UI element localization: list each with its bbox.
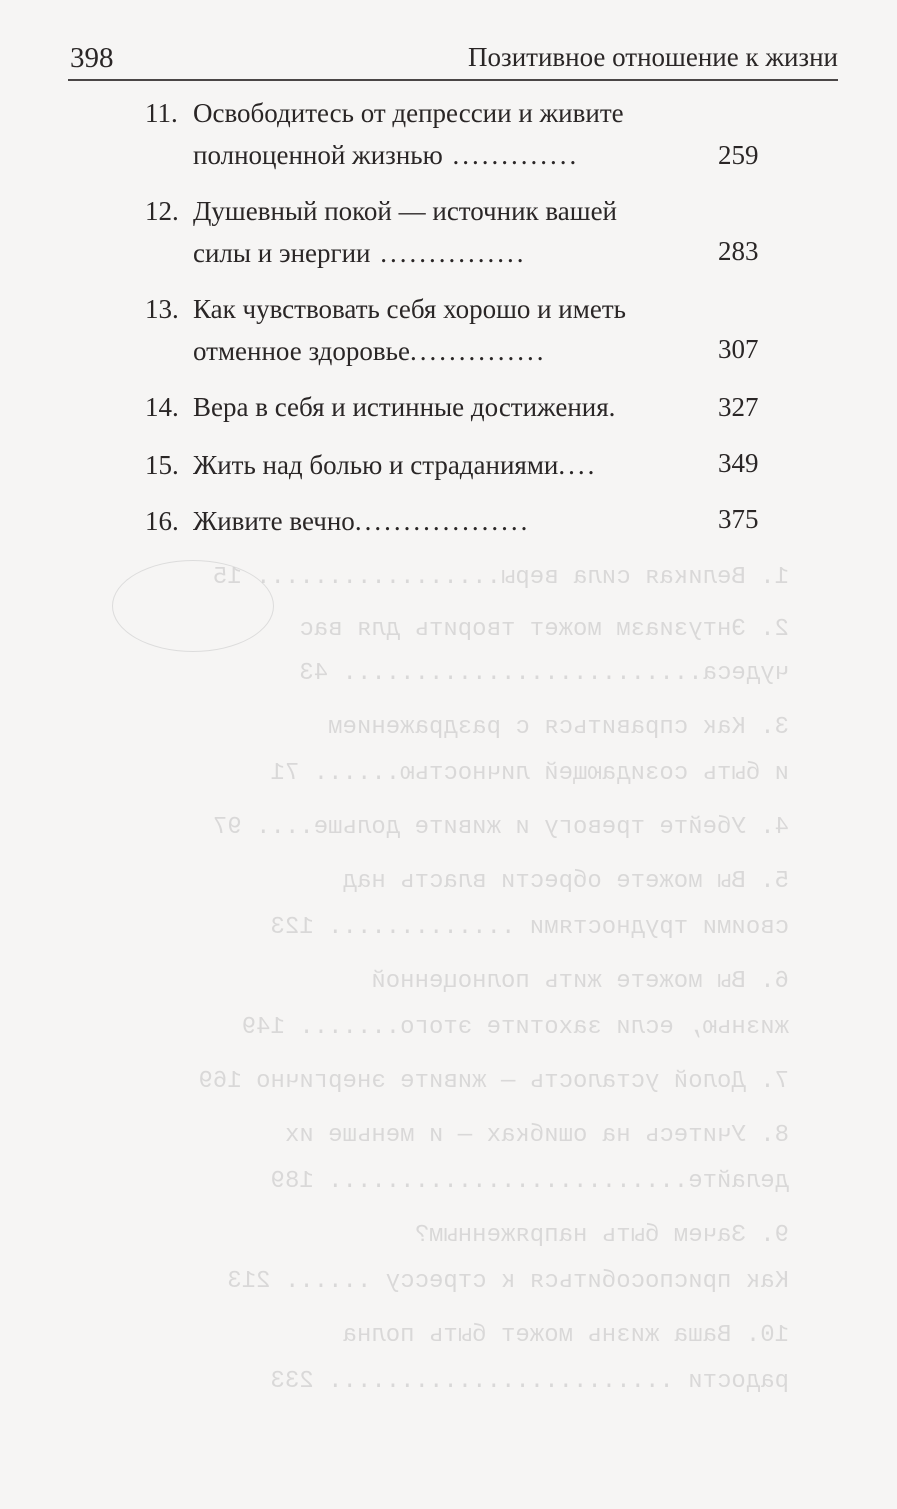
show-through-line: чудеса......................... 43 <box>299 660 789 687</box>
chapter-page: 327 <box>718 392 759 422</box>
chapter-title-line1: Как чувствовать себя хорошо и иметь <box>193 294 626 324</box>
chapter-page: 375 <box>718 504 759 534</box>
leader-dots: .................. <box>354 506 531 536</box>
show-through-line: делайте......................... 189 <box>270 1168 789 1195</box>
chapter-number: 16. <box>145 506 179 536</box>
leader-dots: .............. <box>409 336 547 366</box>
show-through-line: 5. Вы можете обрести власть над <box>342 868 789 895</box>
show-through-line: 8. Учитесь на ошибках — и меньше их <box>284 1122 789 1149</box>
chapter-number: 11. <box>145 98 178 128</box>
show-through-line: 4. Убейте тревогу и живите дольше.... 97 <box>212 814 789 841</box>
leader-dots: ............. <box>442 140 580 170</box>
show-through-line: 9. Зачем быть напряженным? <box>414 1222 789 1249</box>
show-through-line: Как приспособиться к стрессу ...... 213 <box>227 1268 789 1295</box>
chapter-title-line2: силы и энергии <box>193 238 371 268</box>
show-through-line: 10. Ваша жизнь может быть полна <box>342 1322 789 1349</box>
show-through-line: 2. Энтузиазм может творить для вас <box>299 616 789 643</box>
chapter-title-line1: Душевный покой — источник вашей <box>193 196 617 226</box>
leader-dots: .... <box>558 450 598 480</box>
show-through-line: 7. Долой усталость — живите энергично 169 <box>198 1068 789 1095</box>
chapter-title-line1: Освободитесь от депрессии и живите <box>193 98 624 128</box>
chapter-page: 259 <box>718 140 759 170</box>
chapter-number: 13. <box>145 294 179 324</box>
show-through-line: своими трудностями ............. 123 <box>270 914 789 941</box>
chapter-number: 15. <box>145 450 179 480</box>
leader-dots: . <box>608 392 619 422</box>
show-through-line: 1. Великая сила веры................. 15 <box>212 564 789 591</box>
chapter-number: 12. <box>145 196 179 226</box>
chapter-title-line2: отменное здоровье <box>193 336 410 366</box>
chapter-number: 14. <box>145 392 179 422</box>
page-header <box>70 38 838 78</box>
paper-scuff <box>112 560 274 652</box>
show-through-line: радости ........................ 233 <box>270 1368 789 1395</box>
running-title: Позитивное отношение к жизни <box>468 42 838 72</box>
show-through-line: 3. Как справиться с раздражением <box>328 714 789 741</box>
chapter-page: 307 <box>718 334 759 364</box>
chapter-page: 349 <box>718 448 759 478</box>
page-number: 398 <box>70 42 114 74</box>
show-through-line: и быть созидающей личностью...... 71 <box>270 760 789 787</box>
show-through-line: 6. Вы можете жить полноценной <box>371 968 789 995</box>
leader-dots: ............... <box>370 238 527 268</box>
header-rule <box>68 79 838 81</box>
show-through-line: жизнью, если захотите этого....... 149 <box>241 1014 789 1041</box>
chapter-title-line2: полноценной жизнью <box>193 140 443 170</box>
chapter-title: Жить над болью и страданиями <box>193 450 559 480</box>
chapter-title: Вера в себя и истинные достижения <box>193 392 609 422</box>
chapter-page: 283 <box>718 236 759 266</box>
chapter-title: Живите вечно <box>193 506 355 536</box>
